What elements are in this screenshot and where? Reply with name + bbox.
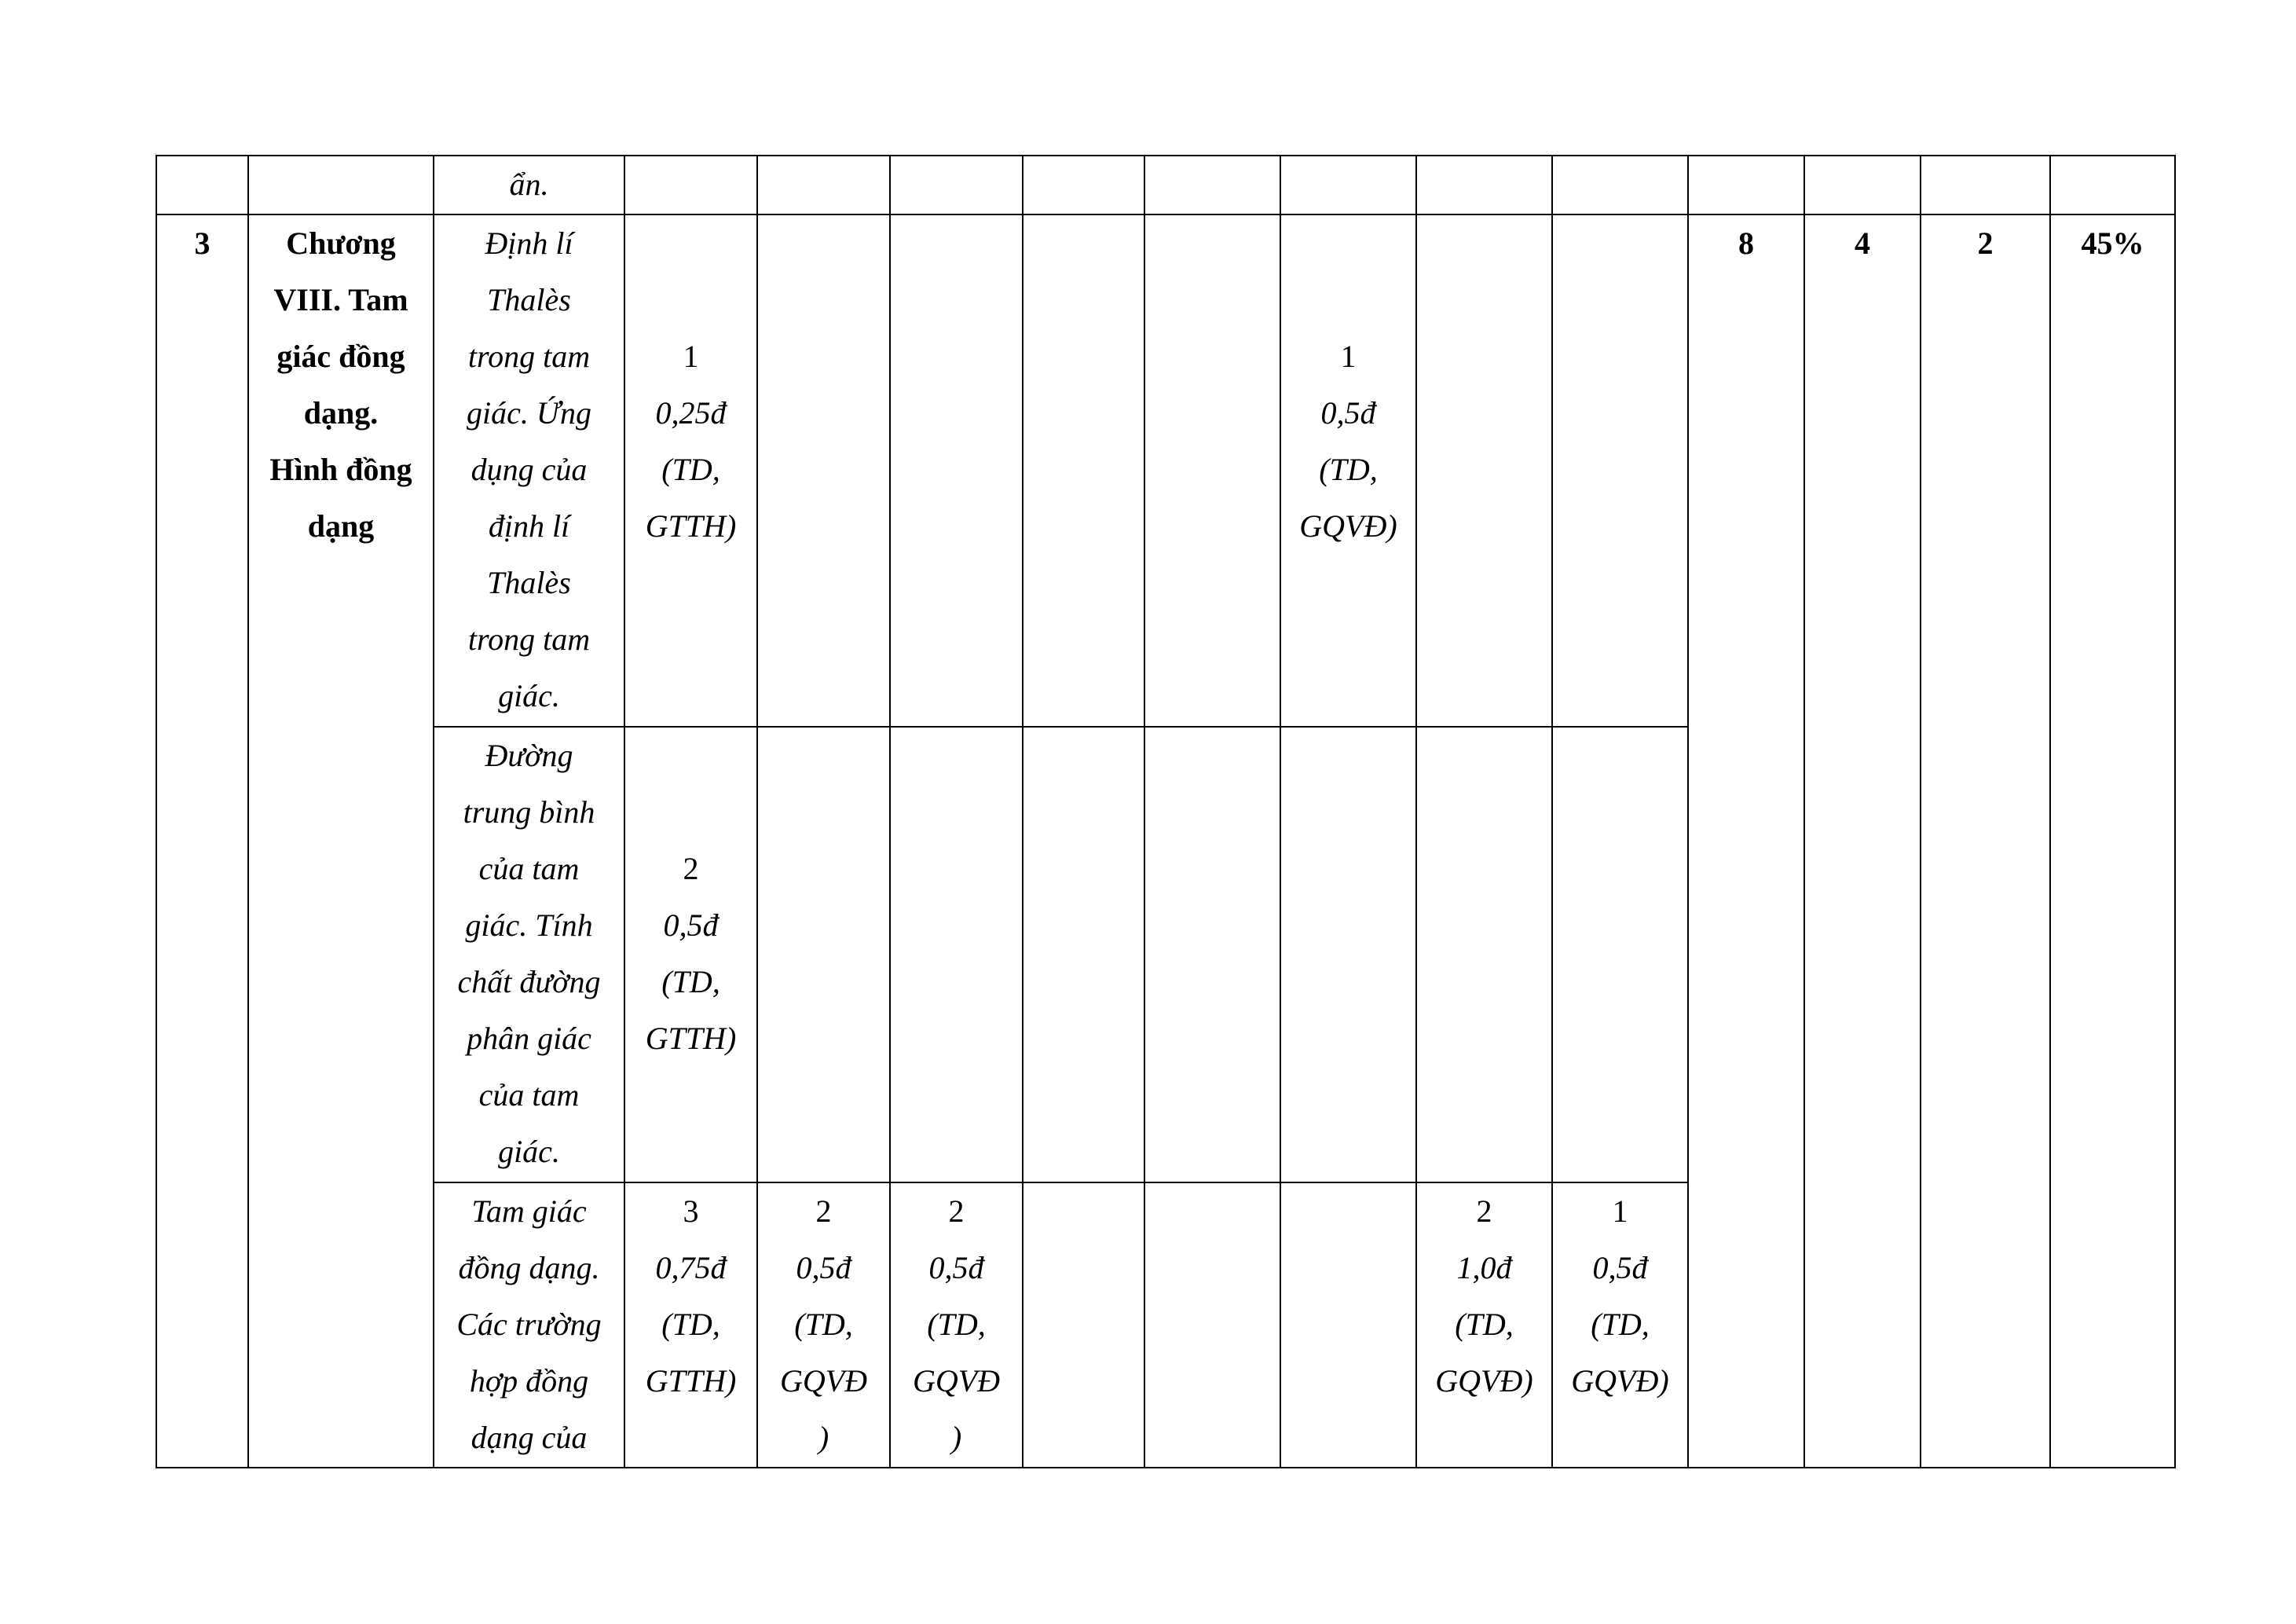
topic-cell	[434, 1182, 624, 1468]
score-line: GTTH)	[645, 1363, 737, 1399]
table-cell	[1921, 156, 2050, 214]
score-line: 0,5đ	[1320, 395, 1376, 431]
score-line: )	[818, 1420, 829, 1455]
score-line: 0,75đ	[655, 1250, 727, 1285]
topic-cell	[434, 727, 624, 1182]
topic-line: Tam giác	[471, 1193, 587, 1229]
topic-line: giác. Ứng	[466, 395, 592, 431]
stt-cell	[156, 214, 248, 1468]
score-line: (TD,	[1591, 1307, 1650, 1342]
score-line: )	[950, 1420, 962, 1455]
table-cell	[890, 214, 1023, 727]
score-line: GQVĐ)	[1435, 1363, 1533, 1399]
score-line: GTTH)	[645, 1021, 737, 1056]
score-cell	[757, 1182, 890, 1468]
percentage-cell	[2050, 214, 2175, 1468]
score-line: 0,5đ	[796, 1250, 851, 1285]
score-line: (TD,	[794, 1307, 853, 1342]
table-cell	[1023, 727, 1144, 1182]
question-count: 2	[683, 851, 699, 886]
table-cell	[1280, 1182, 1416, 1468]
table-row	[156, 156, 2175, 214]
topic-line: trung bình	[463, 794, 595, 830]
table-cell	[1280, 727, 1416, 1182]
table-cell	[1023, 156, 1144, 214]
score-line: GTTH)	[645, 508, 737, 544]
table-cell	[1280, 156, 1416, 214]
table-cell	[156, 156, 248, 214]
score-line: 1,0đ	[1456, 1250, 1512, 1285]
table-cell	[757, 214, 890, 727]
score-cell	[624, 214, 757, 727]
table-cell	[890, 156, 1023, 214]
table-cell	[1688, 156, 1804, 214]
score-cell	[1416, 1182, 1552, 1468]
table-cell	[1416, 156, 1552, 214]
score-line: (TD,	[661, 452, 720, 487]
topic-line: chất đường	[457, 964, 601, 999]
score-cell	[1280, 214, 1416, 727]
score-line: (TD,	[661, 964, 720, 999]
question-count: 2	[1476, 1193, 1492, 1229]
score-line: GQVĐ)	[1571, 1363, 1669, 1399]
table-row	[156, 214, 2175, 727]
question-count: 2	[815, 1193, 832, 1229]
table-cell	[757, 156, 890, 214]
score-cell	[624, 1182, 757, 1468]
topic-line: hợp đồng	[469, 1363, 589, 1399]
table-cell	[624, 156, 757, 214]
table-cell	[890, 727, 1023, 1182]
topic-line: của tam	[478, 851, 580, 886]
table-cell	[1804, 156, 1921, 214]
table-cell	[1552, 156, 1688, 214]
score-line: (TD,	[1319, 452, 1378, 487]
topic-line: giác. Tính	[465, 907, 593, 943]
score-line: 0,5đ	[928, 1250, 984, 1285]
score-cell	[890, 1182, 1023, 1468]
table-cell	[1023, 214, 1144, 727]
table-cell	[1416, 727, 1552, 1182]
percentage-value: 45%	[2081, 225, 2144, 261]
total-cell	[1804, 214, 1921, 1468]
topic-line: dạng của	[471, 1420, 588, 1455]
table-cell	[1144, 727, 1280, 1182]
topic-line: Thalès	[487, 565, 571, 600]
chapter-cell	[248, 214, 434, 1468]
topic-line: Thalès	[487, 282, 571, 317]
topic-line: giác.	[498, 1134, 560, 1169]
score-line: 0,25đ	[655, 395, 727, 431]
topic-line: trong tam	[467, 621, 591, 657]
question-count: 1	[1340, 339, 1357, 374]
topic-line: đồng dạng.	[458, 1250, 600, 1285]
total-value: 8	[1738, 225, 1754, 261]
score-line: GQVĐ)	[1299, 508, 1397, 544]
table-cell	[1552, 727, 1688, 1182]
table-cell	[1416, 214, 1552, 727]
table-cell	[2050, 156, 2175, 214]
score-line: 0,5đ	[1592, 1250, 1648, 1285]
table-cell	[1144, 1182, 1280, 1468]
table-cell	[1144, 156, 1280, 214]
table-cell	[1552, 214, 1688, 727]
total-cell	[1921, 214, 2050, 1468]
total-value: 2	[1977, 225, 1994, 261]
topic-fragment: ẩn.	[509, 167, 549, 202]
score-line: GQVĐ	[912, 1363, 1001, 1399]
topic-line: của tam	[478, 1077, 580, 1113]
topic-line: Định lí	[485, 225, 573, 261]
topic-line: phân giác	[467, 1021, 591, 1056]
question-count: 3	[683, 1193, 699, 1229]
chapter-line: Chương	[286, 225, 396, 261]
score-line: 0,5đ	[663, 907, 719, 943]
topic-line: giác.	[498, 678, 560, 713]
table-cell	[757, 727, 890, 1182]
chapter-line: Hình đồng	[269, 452, 412, 487]
score-line: (TD,	[1455, 1307, 1514, 1342]
score-line: (TD,	[927, 1307, 986, 1342]
topic-line: trong tam	[467, 339, 591, 374]
table-cell	[248, 156, 434, 214]
score-cell	[624, 727, 757, 1182]
question-count: 1	[683, 339, 699, 374]
question-count: 1	[1612, 1193, 1628, 1229]
topic-cell	[434, 156, 624, 214]
score-cell	[1552, 1182, 1688, 1468]
table-cell	[1144, 214, 1280, 727]
question-count: 2	[948, 1193, 965, 1229]
topic-cell	[434, 214, 624, 727]
topic-line: Các trường	[456, 1307, 602, 1342]
topic-line: Đường	[485, 738, 573, 773]
topic-line: dụng của	[471, 452, 588, 487]
score-line: (TD,	[661, 1307, 720, 1342]
chapter-line: giác đồng	[276, 339, 405, 374]
stt-value: 3	[194, 225, 211, 261]
chapter-line: dạng	[307, 508, 375, 544]
table-cell	[1023, 1182, 1144, 1468]
total-cell	[1688, 214, 1804, 1468]
score-line: GQVĐ	[779, 1363, 868, 1399]
total-value: 4	[1855, 225, 1870, 261]
chapter-line: VIII. Tam	[273, 282, 408, 317]
chapter-line: dạng.	[303, 395, 379, 431]
assessment-matrix-table	[156, 155, 2176, 1468]
topic-line: định lí	[488, 508, 570, 544]
